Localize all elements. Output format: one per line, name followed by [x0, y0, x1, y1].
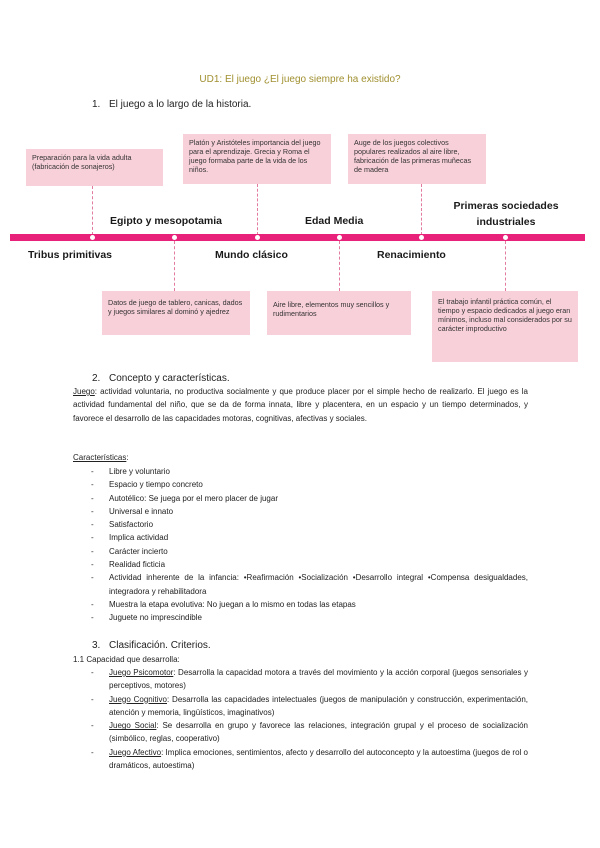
list-item: - Juguete no imprescindible	[91, 611, 528, 624]
section-2-heading: Concepto y características.	[109, 373, 230, 384]
timeline-bar	[10, 234, 585, 241]
list-item: - Libre y voluntario	[91, 465, 528, 478]
list-item	[91, 693, 528, 720]
list-item: - Universal e innato	[91, 505, 528, 518]
juego-definition	[73, 385, 528, 425]
list-item: - Implica actividad	[91, 531, 528, 544]
juego-cognitivo-text: : Desarrolla las capacidades intelectuales (juegos de manipulación y construcción, experimentación, atención y memoria, lingüísticos, imaginativos)	[109, 694, 529, 717]
juego-social-text: : Se desarrolla en grupo y favorece las relaciones, integración grupal y el proceso de socialización (simbólico, reglas, cooperativo)	[109, 721, 529, 744]
connector-line	[505, 241, 506, 291]
connector-line	[257, 184, 258, 235]
timeline-dot	[503, 235, 508, 240]
timeline-dot	[172, 235, 177, 240]
section-1-heading: El juego a lo largo de la historia.	[109, 99, 252, 110]
juego-psicomotor-text: : Desarrolla la capacidad motora a través del movimiento y la acción corporal (juegos sensoriales y perceptivos, motores)	[109, 668, 529, 691]
timeline-dot	[419, 235, 424, 240]
era-tribus: Tribus primitivas	[28, 249, 113, 261]
caracteristicas-list	[91, 465, 528, 625]
section-3-heading: Clasificación. Criterios.	[109, 640, 211, 651]
era-egipto: Egipto y mesopotamia	[110, 215, 223, 227]
list-item: - Espacio y tiempo concreto	[91, 478, 528, 491]
timeline-box-edad-media-juegos: Aire libre, elementos muy sencillos y rudimentarios	[267, 291, 411, 335]
timeline-dot	[337, 235, 342, 240]
list-item	[91, 746, 528, 773]
list-item: - Actividad inherente de la infancia: •Reafirmación •Socialización •Desarrollo integral •Compensa desigualdades, integradora y rehabilitadora	[91, 571, 528, 598]
timeline-dot	[255, 235, 260, 240]
subsection-heading: 1.1 Capacidad que desarrolla:	[73, 655, 180, 664]
era-edad-media: Edad Media	[305, 215, 364, 227]
clasificacion-list	[91, 666, 528, 772]
connector-line	[92, 186, 93, 235]
caracteristicas-colon: :	[126, 453, 129, 462]
era-industriales: Primeras sociedades industriales	[453, 200, 559, 228]
list-item: - Carácter incierto	[91, 545, 528, 558]
timeline-box-tribus: Preparación para la vida adulta (fabricación de sonajeros)	[26, 149, 163, 186]
document-title: UD1: El juego ¿El juego siempre ha existido?	[199, 74, 401, 85]
timeline-box-edad-media: Auge de los juegos colectivos populares realizados al aire libre, fabricación de las primeras muñecas de madera	[348, 134, 486, 184]
caracteristicas-heading	[73, 451, 528, 464]
connector-line	[421, 184, 422, 235]
section-3-number: 3.	[92, 640, 101, 651]
juego-social-term: Juego Social	[109, 721, 157, 731]
era-renacimiento: Renacimiento	[377, 249, 446, 261]
list-item	[91, 719, 528, 746]
list-item: - Autotélico: Se juega por el mero placer de jugar	[91, 492, 528, 505]
juego-definition-text: : actividad voluntaria, no productiva socialmente y que produce placer por el simple hecho de realizarlo. El juego es la actividad fundamental del niño, que se da de forma innata, libre y placentera, en un espacio y un tiempo determinados, y favorece el desarrollo de las capacidades motoras, cognitivas, afectivas y sociales.	[73, 387, 528, 423]
juego-psicomotor-term: Juego Psicomotor	[109, 668, 174, 677]
juego-afectivo-term: Juego Afectivo	[109, 747, 162, 757]
timeline-box-mundo-clasico: Platón y Aristóteles importancia del juego para el aprendizaje. Grecia y Roma el juego formaba parte de la vida de los niños.	[183, 134, 331, 184]
timeline-dot	[90, 235, 95, 240]
connector-line	[174, 241, 175, 291]
list-item: - Satisfactorio	[91, 518, 528, 531]
list-item: - Muestra la etapa evolutiva: No juegan a lo mismo en todas las etapas	[91, 598, 528, 611]
juego-term: Juego	[73, 387, 95, 396]
era-mundo-clasico: Mundo clásico	[215, 249, 288, 261]
list-item	[91, 666, 528, 693]
section-1-number: 1.	[92, 99, 101, 110]
list-item: - Realidad ficticia	[91, 558, 528, 571]
connector-line	[339, 241, 340, 291]
juego-afectivo-text: : Implica emociones, sentimientos, afecto y desarrollo del autoconcepto y la autoestima (juegos de rol o dramáticos, autoestima)	[109, 747, 528, 771]
juego-cognitivo-term: Juego Cognitivo	[109, 694, 167, 704]
caracteristicas-label: Características	[73, 453, 127, 462]
section-2-number: 2.	[92, 373, 101, 384]
timeline-box-egipto: Datos de juego de tablero, canicas, dados y juegos similares al dominó y ajedrez	[102, 291, 250, 335]
timeline-box-industriales: El trabajo infantil práctica común, el tiempo y espacio dedicados al juego eran mínimos, incluso mal considerados por su carácter improductivo	[432, 291, 578, 362]
